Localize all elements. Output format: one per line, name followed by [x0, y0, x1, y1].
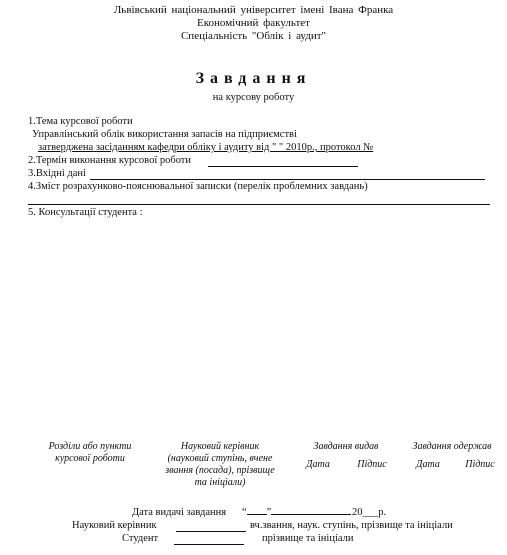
topic-value: Управлінський облік використання запасів на підприємстві	[32, 129, 297, 140]
supervisor-blank	[176, 531, 246, 532]
col-sections-header: Розділи або пункти курсової роботи	[48, 441, 132, 464]
student-hint: прізвище та ініціали	[262, 533, 354, 544]
topic-label: 1.Тема курсової роботи	[28, 116, 133, 127]
issued-signature-header: Підпис	[357, 459, 387, 470]
deadline-blank	[208, 166, 358, 167]
received-date-header: Дата	[416, 459, 440, 470]
student-blank	[174, 544, 244, 545]
issue-date-label: Дата видачі завдання	[132, 507, 227, 518]
university-name: Львівський національний університет імені Івана Франка	[113, 4, 394, 16]
col-supervisor-header: Науковий керівник (науковий ступінь, вчене звання (посада), прізвище та ініціали)	[165, 441, 275, 488]
supervisor-label: Науковий керівник	[72, 520, 157, 531]
inputs-label: 3.Вхідні дані	[28, 168, 86, 179]
approval-line: затверджена засіданням кафедри обліку і аудиту від " " 2010р., протокол №	[38, 142, 374, 153]
specialty-name: Спеціальність "Облік і аудит"	[180, 30, 327, 42]
col-received-header: Завдання одержав	[412, 441, 492, 452]
student-label: Студент	[122, 533, 159, 544]
contents-blank	[28, 204, 490, 205]
supervisor-hint: вч.звання, наук. ступінь, прізвище та ініціали	[250, 520, 453, 531]
issue-date-year: 20___р.	[352, 507, 387, 518]
contents-label: 4.Зміст розрахунково-пояснювальної записки (перелік проблемних завдань)	[28, 181, 368, 192]
consultations-label: 5. Консультації студента :	[28, 207, 143, 218]
issued-date-header: Дата	[306, 459, 330, 470]
page-subtitle: на курсову роботу	[212, 92, 295, 103]
deadline-label: 2.Термін виконання курсової роботи	[28, 155, 192, 166]
faculty-name: Економічний факультет	[197, 17, 310, 29]
received-signature-header: Підпис	[465, 459, 495, 470]
page-title: Завдання	[195, 70, 312, 87]
col-issued-header: Завдання видав	[313, 441, 379, 452]
inputs-blank	[90, 179, 485, 180]
